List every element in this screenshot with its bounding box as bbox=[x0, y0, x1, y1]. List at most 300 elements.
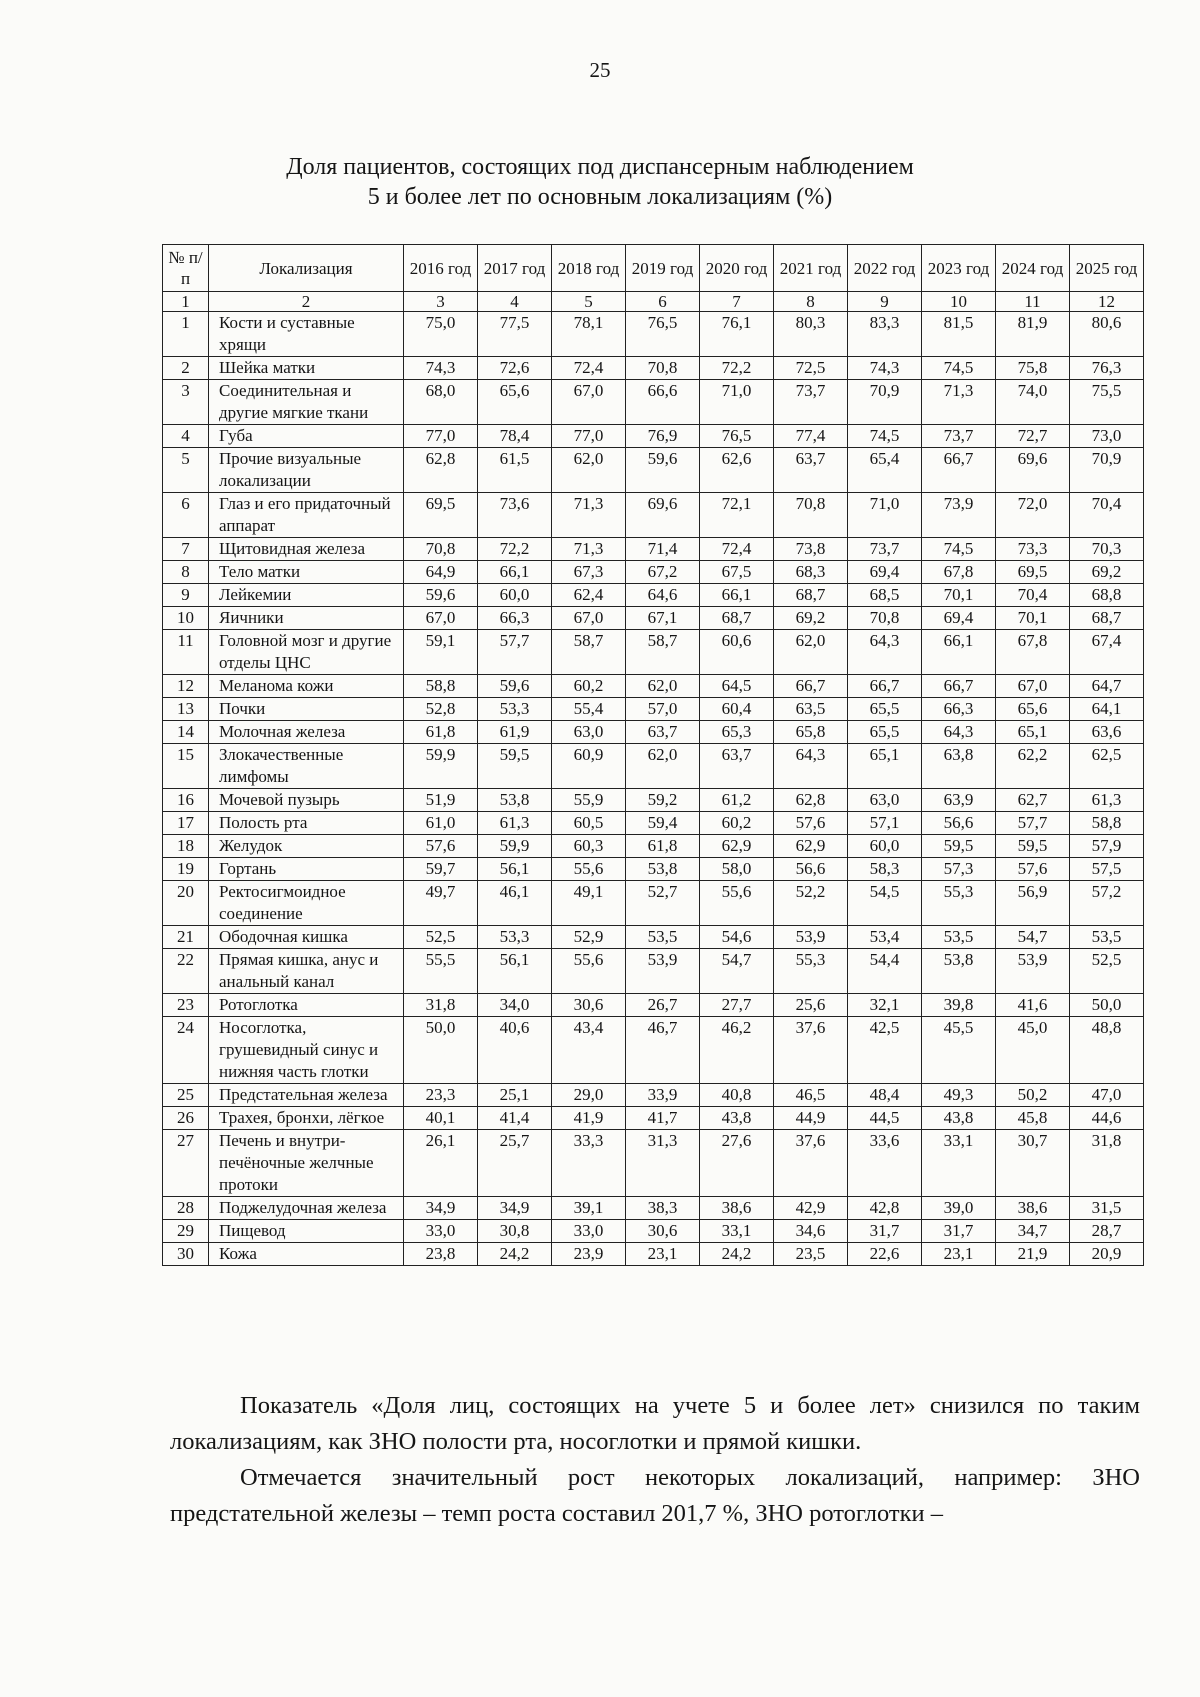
value-cell: 33,9 bbox=[626, 1084, 700, 1107]
value-cell: 71,0 bbox=[848, 493, 922, 538]
value-cell: 71,4 bbox=[626, 538, 700, 561]
table-row bbox=[163, 744, 1144, 789]
value-cell: 70,8 bbox=[404, 538, 478, 561]
value-cell: 62,9 bbox=[774, 835, 848, 858]
body-text bbox=[170, 1388, 1140, 1532]
value-cell: 74,0 bbox=[996, 380, 1070, 425]
table-body bbox=[163, 312, 1144, 1266]
value-cell: 53,3 bbox=[478, 926, 552, 949]
value-cell: 70,1 bbox=[922, 584, 996, 607]
value-cell: 33,1 bbox=[700, 1220, 774, 1243]
table-row bbox=[163, 493, 1144, 538]
value-cell: 62,4 bbox=[552, 584, 626, 607]
value-cell: 52,5 bbox=[404, 926, 478, 949]
value-cell: 65,5 bbox=[848, 721, 922, 744]
value-cell: 62,2 bbox=[996, 744, 1070, 789]
value-cell: 66,1 bbox=[922, 630, 996, 675]
value-cell: 33,3 bbox=[552, 1130, 626, 1197]
value-cell: 40,6 bbox=[478, 1017, 552, 1084]
value-cell: 69,2 bbox=[1070, 561, 1144, 584]
value-cell: 64,6 bbox=[626, 584, 700, 607]
row-number-cell: 15 bbox=[163, 744, 209, 789]
value-cell: 59,5 bbox=[478, 744, 552, 789]
localization-cell: Пищевод bbox=[209, 1220, 404, 1243]
value-cell: 74,5 bbox=[922, 357, 996, 380]
value-cell: 59,6 bbox=[478, 675, 552, 698]
value-cell: 61,2 bbox=[700, 789, 774, 812]
value-cell: 54,5 bbox=[848, 881, 922, 926]
table-row bbox=[163, 1197, 1144, 1220]
value-cell: 60,5 bbox=[552, 812, 626, 835]
value-cell: 73,7 bbox=[848, 538, 922, 561]
value-cell: 61,8 bbox=[404, 721, 478, 744]
localization-cell: Поджелудочная железа bbox=[209, 1197, 404, 1220]
value-cell: 70,9 bbox=[848, 380, 922, 425]
row-number-cell: 12 bbox=[163, 675, 209, 698]
value-cell: 57,1 bbox=[848, 812, 922, 835]
value-cell: 33,6 bbox=[848, 1130, 922, 1197]
value-cell: 74,3 bbox=[404, 357, 478, 380]
localization-cell: Меланома кожи bbox=[209, 675, 404, 698]
value-cell: 24,2 bbox=[478, 1243, 552, 1266]
value-cell: 25,7 bbox=[478, 1130, 552, 1197]
value-cell: 59,5 bbox=[996, 835, 1070, 858]
table-row bbox=[163, 1017, 1144, 1084]
value-cell: 53,5 bbox=[1070, 926, 1144, 949]
value-cell: 39,8 bbox=[922, 994, 996, 1017]
value-cell: 37,6 bbox=[774, 1017, 848, 1084]
value-cell: 74,5 bbox=[848, 425, 922, 448]
row-number-cell: 5 bbox=[163, 448, 209, 493]
value-cell: 33,0 bbox=[552, 1220, 626, 1243]
column-number-cell: 7 bbox=[700, 292, 774, 312]
localization-cell: Предстательная железа bbox=[209, 1084, 404, 1107]
value-cell: 27,7 bbox=[700, 994, 774, 1017]
value-cell: 33,0 bbox=[404, 1220, 478, 1243]
value-cell: 41,7 bbox=[626, 1107, 700, 1130]
table-row bbox=[163, 1130, 1144, 1197]
localization-cell: Губа bbox=[209, 425, 404, 448]
value-cell: 68,8 bbox=[1070, 584, 1144, 607]
value-cell: 65,5 bbox=[848, 698, 922, 721]
value-cell: 38,6 bbox=[996, 1197, 1070, 1220]
value-cell: 75,8 bbox=[996, 357, 1070, 380]
value-cell: 47,0 bbox=[1070, 1084, 1144, 1107]
value-cell: 57,3 bbox=[922, 858, 996, 881]
value-cell: 56,9 bbox=[996, 881, 1070, 926]
value-cell: 62,6 bbox=[700, 448, 774, 493]
value-cell: 41,6 bbox=[996, 994, 1070, 1017]
column-number-cell: 4 bbox=[478, 292, 552, 312]
value-cell: 63,6 bbox=[1070, 721, 1144, 744]
value-cell: 74,3 bbox=[848, 357, 922, 380]
value-cell: 23,1 bbox=[626, 1243, 700, 1266]
value-cell: 34,9 bbox=[404, 1197, 478, 1220]
value-cell: 63,0 bbox=[552, 721, 626, 744]
value-cell: 32,1 bbox=[848, 994, 922, 1017]
value-cell: 52,2 bbox=[774, 881, 848, 926]
value-cell: 45,5 bbox=[922, 1017, 996, 1084]
value-cell: 57,6 bbox=[774, 812, 848, 835]
value-cell: 55,4 bbox=[552, 698, 626, 721]
value-cell: 67,1 bbox=[626, 607, 700, 630]
value-cell: 49,1 bbox=[552, 881, 626, 926]
value-cell: 65,1 bbox=[996, 721, 1070, 744]
value-cell: 77,0 bbox=[552, 425, 626, 448]
value-cell: 31,8 bbox=[404, 994, 478, 1017]
row-number-cell: 7 bbox=[163, 538, 209, 561]
value-cell: 57,5 bbox=[1070, 858, 1144, 881]
header-cell-year: 2021 год bbox=[774, 245, 848, 292]
header-cell-year: 2020 год bbox=[700, 245, 774, 292]
localization-cell: Лейкемии bbox=[209, 584, 404, 607]
value-cell: 23,3 bbox=[404, 1084, 478, 1107]
localization-cell: Носоглотка, грушевидный синус и нижняя часть глотки bbox=[209, 1017, 404, 1084]
row-number-cell: 13 bbox=[163, 698, 209, 721]
value-cell: 57,9 bbox=[1070, 835, 1144, 858]
value-cell: 61,3 bbox=[478, 812, 552, 835]
value-cell: 52,7 bbox=[626, 881, 700, 926]
column-number-row bbox=[163, 292, 1144, 312]
value-cell: 63,7 bbox=[700, 744, 774, 789]
value-cell: 49,7 bbox=[404, 881, 478, 926]
value-cell: 60,0 bbox=[848, 835, 922, 858]
value-cell: 60,2 bbox=[700, 812, 774, 835]
row-number-cell: 20 bbox=[163, 881, 209, 926]
row-number-cell: 17 bbox=[163, 812, 209, 835]
value-cell: 68,7 bbox=[700, 607, 774, 630]
table-title bbox=[0, 152, 1200, 212]
localization-cell: Глаз и его придаточный аппарат bbox=[209, 493, 404, 538]
value-cell: 55,6 bbox=[552, 858, 626, 881]
table-row bbox=[163, 994, 1144, 1017]
value-cell: 48,8 bbox=[1070, 1017, 1144, 1084]
value-cell: 73,6 bbox=[478, 493, 552, 538]
localization-cell: Печень и внутри-печёночные желчные протоки bbox=[209, 1130, 404, 1197]
value-cell: 66,1 bbox=[478, 561, 552, 584]
table-row bbox=[163, 858, 1144, 881]
value-cell: 65,8 bbox=[774, 721, 848, 744]
localization-cell: Полость рта bbox=[209, 812, 404, 835]
column-number-cell: 1 bbox=[163, 292, 209, 312]
value-cell: 20,9 bbox=[1070, 1243, 1144, 1266]
value-cell: 30,6 bbox=[552, 994, 626, 1017]
value-cell: 46,7 bbox=[626, 1017, 700, 1084]
value-cell: 53,8 bbox=[626, 858, 700, 881]
row-number-cell: 1 bbox=[163, 312, 209, 357]
value-cell: 72,4 bbox=[552, 357, 626, 380]
value-cell: 59,9 bbox=[404, 744, 478, 789]
localization-cell: Прочие визуальные локализации bbox=[209, 448, 404, 493]
value-cell: 55,9 bbox=[552, 789, 626, 812]
table-row bbox=[163, 561, 1144, 584]
value-cell: 70,1 bbox=[996, 607, 1070, 630]
value-cell: 62,5 bbox=[1070, 744, 1144, 789]
value-cell: 57,6 bbox=[404, 835, 478, 858]
table-row bbox=[163, 835, 1144, 858]
value-cell: 66,3 bbox=[922, 698, 996, 721]
value-cell: 62,0 bbox=[774, 630, 848, 675]
value-cell: 23,5 bbox=[774, 1243, 848, 1266]
table-row bbox=[163, 607, 1144, 630]
page-number: 25 bbox=[589, 58, 611, 82]
header-cell-year: 2019 год bbox=[626, 245, 700, 292]
value-cell: 71,3 bbox=[552, 538, 626, 561]
header-cell-year: 2025 год bbox=[1070, 245, 1144, 292]
value-cell: 50,0 bbox=[404, 1017, 478, 1084]
value-cell: 59,6 bbox=[404, 584, 478, 607]
value-cell: 81,5 bbox=[922, 312, 996, 357]
value-cell: 62,0 bbox=[552, 448, 626, 493]
row-number-cell: 16 bbox=[163, 789, 209, 812]
value-cell: 72,4 bbox=[700, 538, 774, 561]
value-cell: 55,3 bbox=[922, 881, 996, 926]
value-cell: 64,9 bbox=[404, 561, 478, 584]
value-cell: 33,1 bbox=[922, 1130, 996, 1197]
value-cell: 51,9 bbox=[404, 789, 478, 812]
value-cell: 68,0 bbox=[404, 380, 478, 425]
value-cell: 66,7 bbox=[774, 675, 848, 698]
value-cell: 38,6 bbox=[700, 1197, 774, 1220]
value-cell: 68,5 bbox=[848, 584, 922, 607]
row-number-cell: 19 bbox=[163, 858, 209, 881]
value-cell: 59,1 bbox=[404, 630, 478, 675]
value-cell: 46,2 bbox=[700, 1017, 774, 1084]
value-cell: 78,4 bbox=[478, 425, 552, 448]
value-cell: 23,9 bbox=[552, 1243, 626, 1266]
value-cell: 58,3 bbox=[848, 858, 922, 881]
value-cell: 69,6 bbox=[626, 493, 700, 538]
row-number-cell: 30 bbox=[163, 1243, 209, 1266]
value-cell: 64,5 bbox=[700, 675, 774, 698]
value-cell: 70,3 bbox=[1070, 538, 1144, 561]
value-cell: 59,6 bbox=[626, 448, 700, 493]
value-cell: 49,3 bbox=[922, 1084, 996, 1107]
table-header bbox=[163, 245, 1144, 312]
column-number-cell: 2 bbox=[209, 292, 404, 312]
data-table bbox=[162, 244, 1144, 1266]
row-number-cell: 10 bbox=[163, 607, 209, 630]
table-row bbox=[163, 1107, 1144, 1130]
value-cell: 52,8 bbox=[404, 698, 478, 721]
table-row bbox=[163, 698, 1144, 721]
value-cell: 31,7 bbox=[922, 1220, 996, 1243]
localization-cell: Прямая кишка, анус и анальный канал bbox=[209, 949, 404, 994]
value-cell: 57,7 bbox=[478, 630, 552, 675]
table-row bbox=[163, 584, 1144, 607]
value-cell: 26,1 bbox=[404, 1130, 478, 1197]
value-cell: 63,0 bbox=[848, 789, 922, 812]
row-number-cell: 28 bbox=[163, 1197, 209, 1220]
value-cell: 55,5 bbox=[404, 949, 478, 994]
value-cell: 53,9 bbox=[626, 949, 700, 994]
value-cell: 52,9 bbox=[552, 926, 626, 949]
column-number-cell: 9 bbox=[848, 292, 922, 312]
value-cell: 28,7 bbox=[1070, 1220, 1144, 1243]
value-cell: 54,7 bbox=[996, 926, 1070, 949]
localization-cell: Яичники bbox=[209, 607, 404, 630]
localization-cell: Злокачественные лимфомы bbox=[209, 744, 404, 789]
value-cell: 57,6 bbox=[996, 858, 1070, 881]
value-cell: 77,4 bbox=[774, 425, 848, 448]
value-cell: 65,6 bbox=[478, 380, 552, 425]
value-cell: 54,6 bbox=[700, 926, 774, 949]
value-cell: 23,1 bbox=[922, 1243, 996, 1266]
value-cell: 74,5 bbox=[922, 538, 996, 561]
value-cell: 76,3 bbox=[1070, 357, 1144, 380]
value-cell: 76,1 bbox=[700, 312, 774, 357]
value-cell: 77,5 bbox=[478, 312, 552, 357]
value-cell: 60,0 bbox=[478, 584, 552, 607]
table-row bbox=[163, 357, 1144, 380]
value-cell: 58,7 bbox=[552, 630, 626, 675]
value-cell: 54,4 bbox=[848, 949, 922, 994]
value-cell: 39,1 bbox=[552, 1197, 626, 1220]
value-cell: 72,5 bbox=[774, 357, 848, 380]
value-cell: 76,9 bbox=[626, 425, 700, 448]
value-cell: 41,9 bbox=[552, 1107, 626, 1130]
value-cell: 59,4 bbox=[626, 812, 700, 835]
header-cell-number: № п/п bbox=[163, 245, 209, 292]
value-cell: 60,4 bbox=[700, 698, 774, 721]
value-cell: 73,7 bbox=[922, 425, 996, 448]
localization-cell: Молочная железа bbox=[209, 721, 404, 744]
localization-cell: Желудок bbox=[209, 835, 404, 858]
value-cell: 65,4 bbox=[848, 448, 922, 493]
value-cell: 53,3 bbox=[478, 698, 552, 721]
localization-cell: Шейка матки bbox=[209, 357, 404, 380]
value-cell: 52,5 bbox=[1070, 949, 1144, 994]
value-cell: 31,8 bbox=[1070, 1130, 1144, 1197]
value-cell: 42,5 bbox=[848, 1017, 922, 1084]
row-number-cell: 6 bbox=[163, 493, 209, 538]
value-cell: 45,8 bbox=[996, 1107, 1070, 1130]
value-cell: 56,1 bbox=[478, 858, 552, 881]
value-cell: 68,7 bbox=[1070, 607, 1144, 630]
value-cell: 56,1 bbox=[478, 949, 552, 994]
title-line: 5 и более лет по основным локализациям (%) bbox=[367, 184, 833, 210]
value-cell: 66,7 bbox=[922, 675, 996, 698]
localization-cell: Соединительная и другие мягкие ткани bbox=[209, 380, 404, 425]
value-cell: 80,6 bbox=[1070, 312, 1144, 357]
value-cell: 53,8 bbox=[478, 789, 552, 812]
header-cell-year: 2017 год bbox=[478, 245, 552, 292]
table-row bbox=[163, 949, 1144, 994]
value-cell: 73,8 bbox=[774, 538, 848, 561]
value-cell: 60,2 bbox=[552, 675, 626, 698]
value-cell: 61,0 bbox=[404, 812, 478, 835]
column-number-cell: 3 bbox=[404, 292, 478, 312]
value-cell: 63,9 bbox=[922, 789, 996, 812]
value-cell: 63,8 bbox=[922, 744, 996, 789]
row-number-cell: 11 bbox=[163, 630, 209, 675]
value-cell: 58,8 bbox=[1070, 812, 1144, 835]
value-cell: 73,7 bbox=[774, 380, 848, 425]
value-cell: 65,6 bbox=[996, 698, 1070, 721]
header-cell-year: 2024 год bbox=[996, 245, 1070, 292]
value-cell: 34,9 bbox=[478, 1197, 552, 1220]
value-cell: 69,6 bbox=[996, 448, 1070, 493]
value-cell: 21,9 bbox=[996, 1243, 1070, 1266]
row-number-cell: 8 bbox=[163, 561, 209, 584]
localization-cell: Почки bbox=[209, 698, 404, 721]
table-row bbox=[163, 448, 1144, 493]
value-cell: 60,9 bbox=[552, 744, 626, 789]
value-cell: 25,1 bbox=[478, 1084, 552, 1107]
value-cell: 30,8 bbox=[478, 1220, 552, 1243]
value-cell: 58,7 bbox=[626, 630, 700, 675]
table-row bbox=[163, 1243, 1144, 1266]
value-cell: 67,0 bbox=[996, 675, 1070, 698]
value-cell: 43,4 bbox=[552, 1017, 626, 1084]
column-number-cell: 12 bbox=[1070, 292, 1144, 312]
localization-cell: Головной мозг и другие отделы ЦНС bbox=[209, 630, 404, 675]
header-cell-year: 2023 год bbox=[922, 245, 996, 292]
value-cell: 71,3 bbox=[552, 493, 626, 538]
table-row bbox=[163, 721, 1144, 744]
row-number-cell: 18 bbox=[163, 835, 209, 858]
localization-cell: Ободочная кишка bbox=[209, 926, 404, 949]
value-cell: 62,0 bbox=[626, 744, 700, 789]
value-cell: 67,2 bbox=[626, 561, 700, 584]
table-row bbox=[163, 425, 1144, 448]
value-cell: 53,4 bbox=[848, 926, 922, 949]
value-cell: 67,8 bbox=[922, 561, 996, 584]
value-cell: 72,2 bbox=[478, 538, 552, 561]
value-cell: 59,9 bbox=[478, 835, 552, 858]
row-number-cell: 4 bbox=[163, 425, 209, 448]
value-cell: 64,3 bbox=[774, 744, 848, 789]
value-cell: 53,5 bbox=[922, 926, 996, 949]
value-cell: 34,7 bbox=[996, 1220, 1070, 1243]
value-cell: 41,4 bbox=[478, 1107, 552, 1130]
value-cell: 61,8 bbox=[626, 835, 700, 858]
localization-cell: Гортань bbox=[209, 858, 404, 881]
value-cell: 46,5 bbox=[774, 1084, 848, 1107]
value-cell: 63,5 bbox=[774, 698, 848, 721]
value-cell: 64,1 bbox=[1070, 698, 1144, 721]
value-cell: 59,2 bbox=[626, 789, 700, 812]
value-cell: 70,8 bbox=[626, 357, 700, 380]
title-line: Доля пациентов, состоящих под диспансерным наблюдением bbox=[286, 154, 914, 180]
value-cell: 53,9 bbox=[774, 926, 848, 949]
value-cell: 53,5 bbox=[626, 926, 700, 949]
value-cell: 23,8 bbox=[404, 1243, 478, 1266]
value-cell: 63,7 bbox=[774, 448, 848, 493]
value-cell: 56,6 bbox=[774, 858, 848, 881]
value-cell: 67,0 bbox=[552, 607, 626, 630]
value-cell: 50,2 bbox=[996, 1084, 1070, 1107]
value-cell: 68,7 bbox=[774, 584, 848, 607]
value-cell: 60,3 bbox=[552, 835, 626, 858]
row-number-cell: 14 bbox=[163, 721, 209, 744]
value-cell: 44,6 bbox=[1070, 1107, 1144, 1130]
localization-cell: Щитовидная железа bbox=[209, 538, 404, 561]
value-cell: 50,0 bbox=[1070, 994, 1144, 1017]
value-cell: 72,1 bbox=[700, 493, 774, 538]
value-cell: 72,2 bbox=[700, 357, 774, 380]
localization-cell: Ротоглотка bbox=[209, 994, 404, 1017]
value-cell: 39,0 bbox=[922, 1197, 996, 1220]
table-row bbox=[163, 312, 1144, 357]
value-cell: 34,0 bbox=[478, 994, 552, 1017]
value-cell: 48,4 bbox=[848, 1084, 922, 1107]
value-cell: 30,7 bbox=[996, 1130, 1070, 1197]
value-cell: 67,0 bbox=[552, 380, 626, 425]
value-cell: 59,5 bbox=[922, 835, 996, 858]
value-cell: 70,8 bbox=[848, 607, 922, 630]
column-number-cell: 5 bbox=[552, 292, 626, 312]
